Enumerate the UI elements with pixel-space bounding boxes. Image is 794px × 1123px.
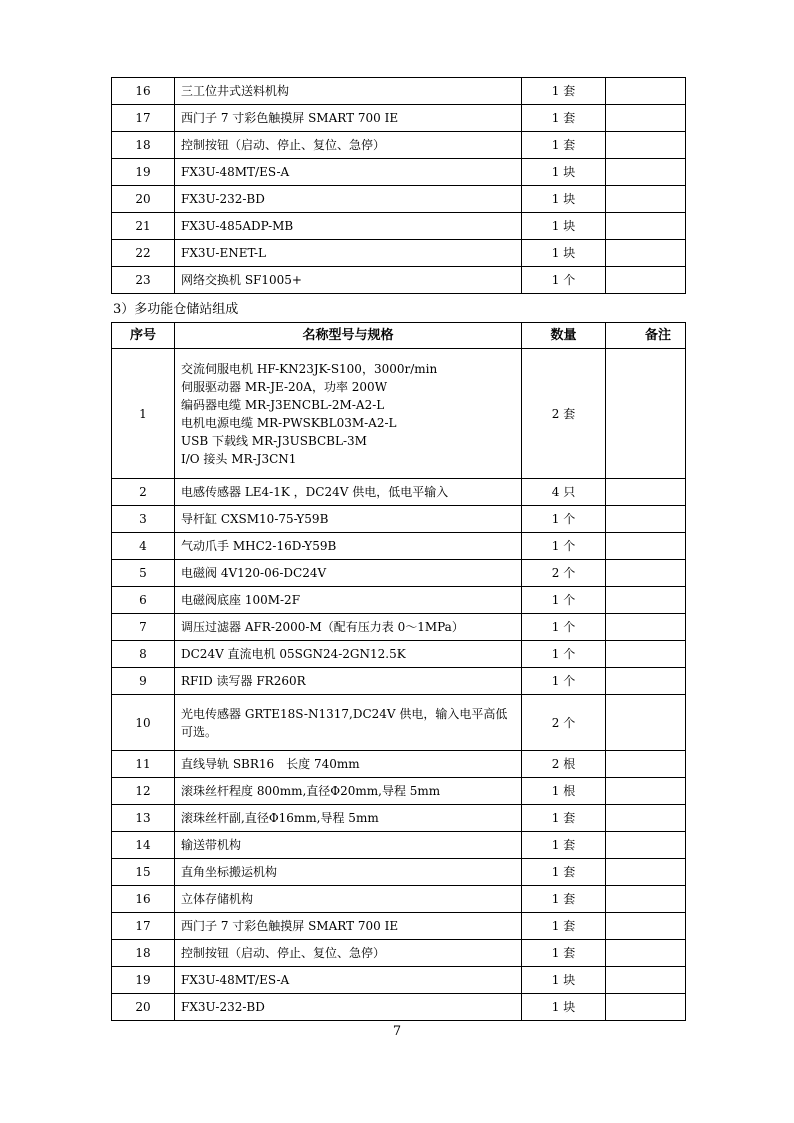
row-qty: 2 根 <box>522 751 606 778</box>
table-row <box>112 105 686 132</box>
row-name: 输送带机构 <box>175 832 522 859</box>
table-row <box>112 832 686 859</box>
row-no: 22 <box>112 240 175 267</box>
table-row <box>112 186 686 213</box>
table-row <box>112 240 686 267</box>
header-name: 名称型号与规格 <box>175 323 522 349</box>
row-note <box>606 560 686 587</box>
section-title: 3）多功能仓储站组成 <box>113 302 239 317</box>
row-note <box>606 859 686 886</box>
row-name: 西门子 7 寸彩色触摸屏 SMART 700 IE <box>175 913 522 940</box>
row-qty: 1 个 <box>522 533 606 560</box>
row-qty: 1 个 <box>522 668 606 695</box>
row-note <box>606 940 686 967</box>
row-qty: 1 块 <box>522 159 606 186</box>
row-no: 11 <box>112 751 175 778</box>
row-name: 直角坐标搬运机构 <box>175 859 522 886</box>
row-no: 12 <box>112 778 175 805</box>
row-name: 气动爪手 MHC2-16D-Y59B <box>175 533 522 560</box>
table-row <box>112 913 686 940</box>
table-row <box>112 132 686 159</box>
row-note <box>606 186 686 213</box>
row-note <box>606 533 686 560</box>
row-name: 滚珠丝杆程度 800mm,直径Φ20mm,导程 5mm <box>175 778 522 805</box>
row-qty: 1 个 <box>522 267 606 294</box>
row-name <box>175 349 522 479</box>
row-no: 19 <box>112 967 175 994</box>
row-name: 电感传感器 LE4-1K ，DC24V 供电，低电平输入 <box>175 479 522 506</box>
row-no: 20 <box>112 186 175 213</box>
row-name: 网络交换机 SF1005+ <box>175 267 522 294</box>
table-row <box>112 778 686 805</box>
row-note <box>606 751 686 778</box>
row-qty: 1 套 <box>522 913 606 940</box>
table-row <box>112 940 686 967</box>
row-note <box>606 267 686 294</box>
row-no: 17 <box>112 105 175 132</box>
header-no: 序号 <box>112 323 175 349</box>
row-no: 16 <box>112 78 175 105</box>
row-name: 控制按钮（启动、停止、复位、急停） <box>175 940 522 967</box>
row-name: RFID 读写器 FR260R <box>175 668 522 695</box>
row-no: 17 <box>112 913 175 940</box>
row-note <box>606 832 686 859</box>
table-row <box>112 560 686 587</box>
row-name <box>175 695 522 751</box>
row-note <box>606 78 686 105</box>
row-note <box>606 240 686 267</box>
table-row <box>112 751 686 778</box>
row-note <box>606 479 686 506</box>
table-row <box>112 349 686 479</box>
row-qty: 1 套 <box>522 105 606 132</box>
row-no: 23 <box>112 267 175 294</box>
row-note <box>606 105 686 132</box>
row-no: 7 <box>112 614 175 641</box>
row-qty: 1 套 <box>522 78 606 105</box>
row-no: 10 <box>112 695 175 751</box>
row-qty: 1 个 <box>522 641 606 668</box>
row-qty: 1 套 <box>522 859 606 886</box>
row-name: DC24V 直流电机 05SGN24-2GN12.5K <box>175 641 522 668</box>
row-name-line: 光电传感器 GRTE18S-N1317,DC24V 供电，输入电平高低 <box>181 706 508 721</box>
table-row <box>112 614 686 641</box>
row-name-line: USB 下载线 MR-J3USBCBL-3M <box>181 433 367 448</box>
row-no: 15 <box>112 859 175 886</box>
row-note <box>606 614 686 641</box>
row-name: 西门子 7 寸彩色触摸屏 SMART 700 IE <box>175 105 522 132</box>
row-no: 2 <box>112 479 175 506</box>
row-name: 导杆缸 CXSM10-75-Y59B <box>175 506 522 533</box>
row-name: FX3U-ENET-L <box>175 240 522 267</box>
row-qty: 1 根 <box>522 778 606 805</box>
row-name: FX3U-232-BD <box>175 186 522 213</box>
row-no: 20 <box>112 994 175 1021</box>
table-row <box>112 587 686 614</box>
row-no: 18 <box>112 940 175 967</box>
row-no: 1 <box>112 349 175 479</box>
row-name-line: 编码器电缆 MR-J3ENCBL-2M-A2-L <box>181 397 385 412</box>
row-qty: 2 套 <box>522 349 606 479</box>
row-name: 电磁阀 4V120-06-DC24V <box>175 560 522 587</box>
row-no: 8 <box>112 641 175 668</box>
table-row <box>112 479 686 506</box>
row-no: 21 <box>112 213 175 240</box>
row-note <box>606 886 686 913</box>
row-name-line: I/O 接头 MR-J3CN1 <box>181 451 297 466</box>
row-name: 调压过滤器 AFR-2000-M（配有压力表 0～1MPa） <box>175 614 522 641</box>
row-qty: 1 套 <box>522 805 606 832</box>
row-note <box>606 506 686 533</box>
storage-station-table <box>111 322 686 1021</box>
row-qty: 1 套 <box>522 832 606 859</box>
table-row <box>112 668 686 695</box>
row-no: 4 <box>112 533 175 560</box>
row-qty: 1 个 <box>522 506 606 533</box>
table-row <box>112 213 686 240</box>
row-name: FX3U-232-BD <box>175 994 522 1021</box>
table-row <box>112 994 686 1021</box>
table-header-row <box>112 323 686 349</box>
row-name: 直线导轨 SBR16 长度 740mm <box>175 751 522 778</box>
row-note <box>606 132 686 159</box>
row-no: 5 <box>112 560 175 587</box>
row-qty: 1 块 <box>522 967 606 994</box>
row-no: 3 <box>112 506 175 533</box>
header-qty: 数量 <box>522 323 606 349</box>
row-qty: 1 块 <box>522 240 606 267</box>
table-row <box>112 695 686 751</box>
row-qty: 4 只 <box>522 479 606 506</box>
row-qty: 2 个 <box>522 695 606 751</box>
row-name: 三工位井式送料机构 <box>175 78 522 105</box>
table-row <box>112 641 686 668</box>
row-note <box>606 587 686 614</box>
row-qty: 1 块 <box>522 213 606 240</box>
row-qty: 2 个 <box>522 560 606 587</box>
row-name: 滚珠丝杆副,直径Φ16mm,导程 5mm <box>175 805 522 832</box>
row-note <box>606 159 686 186</box>
table-row <box>112 967 686 994</box>
row-name: 控制按钮（启动、停止、复位、急停） <box>175 132 522 159</box>
row-no: 16 <box>112 886 175 913</box>
row-no: 14 <box>112 832 175 859</box>
row-note <box>606 913 686 940</box>
row-note <box>606 668 686 695</box>
row-qty: 1 套 <box>522 940 606 967</box>
table-row <box>112 78 686 105</box>
row-qty: 1 个 <box>522 587 606 614</box>
table-row <box>112 267 686 294</box>
row-qty: 1 套 <box>522 886 606 913</box>
row-no: 6 <box>112 587 175 614</box>
row-note <box>606 695 686 751</box>
row-note <box>606 805 686 832</box>
row-note <box>606 213 686 240</box>
header-note: 备注 <box>606 323 686 349</box>
row-name-line: 伺服驱动器 MR-JE-20A，功率 200W <box>181 379 388 394</box>
table-row <box>112 533 686 560</box>
row-note <box>606 967 686 994</box>
row-note <box>606 641 686 668</box>
row-no: 9 <box>112 668 175 695</box>
row-name: 电磁阀底座 100M-2F <box>175 587 522 614</box>
row-no: 18 <box>112 132 175 159</box>
row-qty: 1 块 <box>522 186 606 213</box>
row-name-line: 电机电源电缆 MR-PWSKBL03M-A2-L <box>181 415 397 430</box>
row-name: FX3U-485ADP-MB <box>175 213 522 240</box>
row-name-line: 交流伺服电机 HF-KN23JK-S100，3000r/min <box>181 361 438 376</box>
row-no: 13 <box>112 805 175 832</box>
table-row <box>112 886 686 913</box>
row-qty: 1 块 <box>522 994 606 1021</box>
row-name: 立体存储机构 <box>175 886 522 913</box>
row-name-line: 可选。 <box>181 724 218 739</box>
row-note <box>606 349 686 479</box>
page-number: 7 <box>392 1024 402 1039</box>
table-row <box>112 159 686 186</box>
equipment-table-continued <box>111 77 686 294</box>
row-note <box>606 778 686 805</box>
table-row <box>112 805 686 832</box>
row-name: FX3U-48MT/ES-A <box>175 159 522 186</box>
table-row <box>112 506 686 533</box>
row-no: 19 <box>112 159 175 186</box>
row-qty: 1 个 <box>522 614 606 641</box>
row-qty: 1 套 <box>522 132 606 159</box>
row-note <box>606 994 686 1021</box>
row-name: FX3U-48MT/ES-A <box>175 967 522 994</box>
table-row <box>112 859 686 886</box>
